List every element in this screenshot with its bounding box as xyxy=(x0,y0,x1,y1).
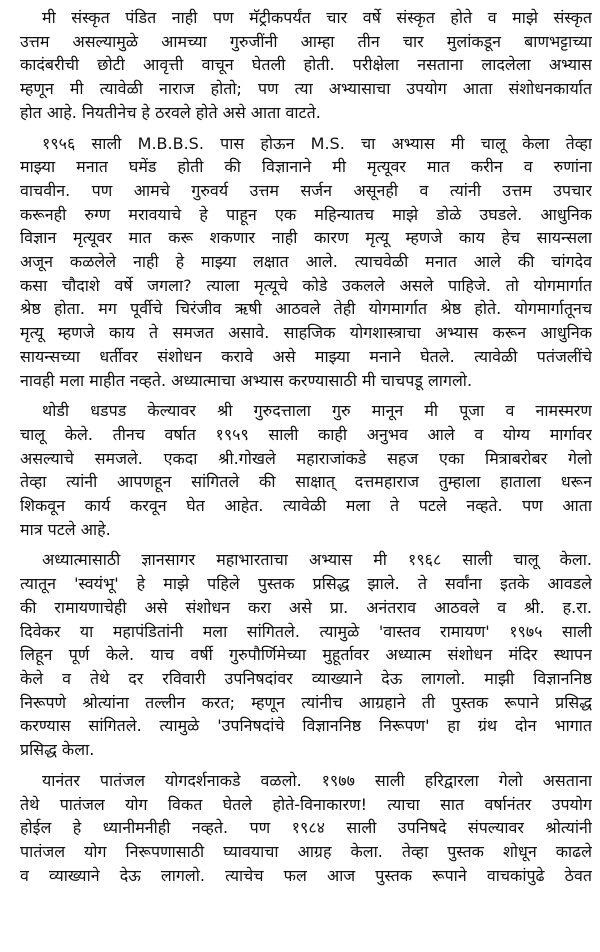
text-line: दिवेकर या महापंडितांनी मला सांगितले. त्यामुळे 'वास्तव रामायण' १९७५ साली xyxy=(20,621,592,641)
text-line: यानंतर पातंजल योगदर्शनाकडे वळलो. १९७७ साली हरिद्वारला गेलो असताना xyxy=(42,770,592,790)
text-line: लिहून पूर्ण केले. याच वर्षी गुरुपौर्णिमेच्या मुहूर्तावर अध्यात्म संशोधन मंदिर स्थापन xyxy=(20,645,592,665)
text-line: होईल हे ध्यानीमनीही नव्हते. पण १९८४ साली उपनिषदे संपल्यावर श्रोत्यांनी xyxy=(20,818,592,838)
text-line: मृत्यू म्हणजे काय ते समजत असावे. साहजिक योगशास्त्राचा अभ्यास करून आधुनिक xyxy=(20,323,592,343)
paragraph-5 xyxy=(20,769,592,888)
text-line: करण्यास सांगितले. त्यामुळे 'उपनिषदांचे विज्ञाननिष्ठ निरूपण' हा ग्रंथ दोन भागात xyxy=(20,716,592,736)
text-line: म्हणून मी त्यावेळी नाराज होतो; पण त्या अभ्यासाचा उपयोग आता संशोधनकार्यात xyxy=(20,79,592,99)
text-line: वाचवीन. पण आमचे गुरुवर्य उत्तम सर्जन असूनही व त्यांनी उत्तम उपचार xyxy=(20,180,592,200)
text-line: प्रसिद्ध केला. xyxy=(20,740,95,760)
text-line: असल्याचे समजले. एकदा श्री.गोखले महाराजांकडे सहज एका मित्राबरोबर गेलो xyxy=(20,448,592,468)
text-line: अध्यात्मासाठी ज्ञानसागर महाभारताचा अभ्यास मी १९६८ साली चालू केला. xyxy=(42,550,592,570)
text-line: कसा चौदाशे वर्षे जगला? त्याला मृत्यूचे कोडे उकलले असले पाहिजे. तो योगमार्गात xyxy=(20,275,592,295)
text-line: की रामायणाचेही असे संशोधन करा असे प्रा. अनंतराव आठवले व श्री. ह.रा. xyxy=(20,597,592,617)
paragraph-2 xyxy=(20,132,592,393)
text-line: होत आहे. नियतीनेच हे ठरवले होते असे आता वाटते. xyxy=(20,102,321,122)
text-line: नावही मला माहीत नव्हते. अध्यात्माचा अभ्यास करण्यासाठी मी चाचपडू लागलो. xyxy=(20,370,473,390)
text-line: थोडी धडपड केल्यावर श्री गुरुदत्ताला गुरु मानून मी पूजा व नामस्मरण xyxy=(42,401,592,421)
text-line: तेथे पातंजल योग विकत घेतले होते-विनाकारण! त्याचा सात वर्षानंतर उपयोग xyxy=(20,794,592,814)
text-line: व व्याख्याने देऊ लागलो. त्याचेच फल आज पुस्तक रूपाने वाचकांपुढे ठेवत xyxy=(20,865,592,885)
text-line: चालू केले. तीनच वर्षात १९५९ साली काही अनुभव आले व योग्य मार्गावर xyxy=(20,424,592,444)
text-line: अजून कळलेले नाही हे माझ्या लक्षात आले. त्याचवेळी मनात आले की चांगदेव xyxy=(20,252,592,272)
text-line: उत्तम असल्यामुळे आमच्या गुरुजींनी आम्हा तीन चार मुलांकडून बाणभट्टाच्या xyxy=(20,31,592,51)
text-line: केले व तेथे दर रविवारी उपनिषदांवर व्याख्याने देऊ लागलो. माझी विज्ञाननिष्ठ xyxy=(20,668,592,688)
text-line: निरूपणे श्रोत्यांना तल्लीन करत; म्हणून त्यांनीच आग्रहाने ती पुस्तक रूपाने प्रसिद्ध xyxy=(20,692,592,712)
text-line: त्यातून 'स्वयंभू' हे माझे पहिले पुस्तक प्रसिद्ध झाले. ते सर्वांना इतके आवडले xyxy=(20,574,592,594)
text-line: सायन्सच्या धर्तीवर संशोधन करावे असे माझ्या मनाने घेतले. त्यावेळी पतंजलींचे xyxy=(20,346,592,366)
text-line: मी संस्कृत पंडित नाही पण मॅट्रीकपर्यंत चार वर्षे संस्कृत होते व माझे संस्कृत xyxy=(42,8,592,27)
text-line: विज्ञान मृत्यूवर मात करू शकणार नाही कारण मृत्यू म्हणजे काय हेच सायन्सला xyxy=(20,228,592,248)
text-line: पातंजल योग निरूपणासाठी घ्यावयाचा आग्रह केला. तेव्हा पुस्तक शोधून काढले xyxy=(20,841,592,861)
text-line: करूनही रुग्ण मरावयाचे हे पाहून एक महिन्यातच माझे डोळे उघडले. आधुनिक xyxy=(20,204,592,224)
text-line: श्रेष्ठ होता. मग पूर्वीचे चिरंजीव ऋषी आठवले तेही योगमार्गात श्रेष्ठ होते. योगमार्गातूनच xyxy=(20,299,592,319)
text-line: कादंबरीची छोटी आवृत्ती वाचून घेतली होती. परीक्षेला नसताना लादलेला अभ्यास xyxy=(20,55,592,75)
paragraph-4 xyxy=(20,548,592,761)
text-line: शिकवून कार्य करवून घेत आहेत. त्यावेळी मला ते पटले नव्हते. पण आता xyxy=(20,496,592,516)
text-line: माझ्या मनात घमेंड होती की विज्ञानाने मी मृत्यूवर मात करीन व रुणांना xyxy=(20,157,592,177)
paragraph-1 xyxy=(20,6,592,125)
text-line: १९५६ साली M.B.B.S. पास होऊन M.S. चा अभ्यास मी चालू केला तेव्हा xyxy=(42,133,592,153)
text-line: मात्र पटले आहे. xyxy=(20,519,111,539)
paragraph-3 xyxy=(20,399,592,541)
text-line: तेव्हा त्यांनी आपणहून सांगितले की साक्षात् दत्तमहाराज तुम्हाला हाताला धरून xyxy=(20,472,592,492)
